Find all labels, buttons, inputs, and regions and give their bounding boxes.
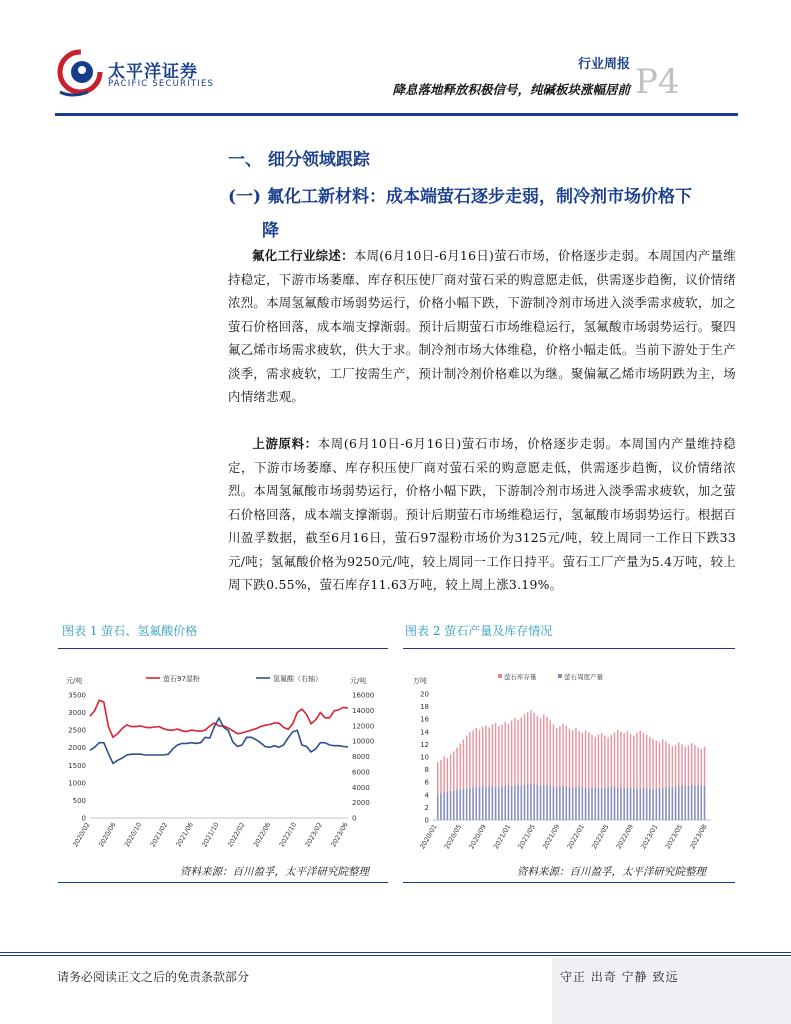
paragraph-lead: 上游原料： xyxy=(252,436,318,451)
chart2-bar xyxy=(524,785,525,820)
chart2-bar xyxy=(627,787,628,820)
chart2-bar xyxy=(437,794,438,820)
chart2-y-tick: 16 xyxy=(420,715,429,724)
footer-motto: 守正 出奇 宁静 致远 xyxy=(560,970,679,984)
paragraph-upstream-materials xyxy=(228,432,736,597)
chart2-bar xyxy=(546,785,547,820)
chart1-right-tick: 6000 xyxy=(352,768,370,777)
chart2-bar xyxy=(659,789,660,821)
chart2-bar xyxy=(527,784,528,820)
chart2-y-tick: 18 xyxy=(420,703,429,712)
chart1-right-tick: 8000 xyxy=(352,753,370,761)
footer-disclaimer: 请务必阅读正文之后的免责条款部分 xyxy=(57,970,250,984)
chart2-x-tick: 2020/01 xyxy=(418,823,439,851)
chart2-bar xyxy=(495,787,496,820)
chart1-x-tick: 2021/10 xyxy=(200,821,221,849)
chart2-bar xyxy=(517,785,518,820)
figure-1-source: 资料来源：百川盈孚，太平洋研究院整理 xyxy=(180,866,369,878)
chart1-x-tick: 2020/10 xyxy=(122,821,144,849)
chart2-y-tick: 4 xyxy=(424,791,429,800)
chart2-bar xyxy=(488,787,489,820)
chart2-y-tick: 0 xyxy=(424,816,429,825)
chart2-bar xyxy=(572,788,573,820)
chart1-left-tick: 2500 xyxy=(68,726,86,735)
chart1-x-tick: 2022/10 xyxy=(277,821,299,849)
chart2-bar xyxy=(498,787,499,820)
chart2-bar xyxy=(685,786,686,820)
chart2-bar xyxy=(604,788,605,820)
chart2-bar xyxy=(620,789,621,821)
chart2-bar xyxy=(566,787,567,820)
chart2-x-tick: 2022/09 xyxy=(614,823,636,851)
chart1-right-tick: 0 xyxy=(352,814,357,823)
chart2-bar xyxy=(611,787,612,820)
chart2-bar xyxy=(479,787,480,820)
figure-2-top-rule xyxy=(403,648,735,649)
chart1-right-unit: 元/吨 xyxy=(350,677,367,685)
chart2-x-tick: 2020/05 xyxy=(442,823,464,851)
chart2-bar xyxy=(607,787,608,820)
chart2-bar xyxy=(492,786,493,820)
chart2-bar xyxy=(443,792,444,820)
chart2-bar xyxy=(656,789,657,820)
chart2-bar xyxy=(704,786,705,820)
chart2-bar xyxy=(562,786,563,820)
chart1-x-tick: 2021/02 xyxy=(148,821,170,849)
header-divider xyxy=(55,113,738,116)
chart2-bar xyxy=(636,789,637,820)
chart2-x-tick: 2021/05 xyxy=(516,823,537,851)
paragraph-lead: 氟化工行业综述： xyxy=(252,248,354,263)
chart2-bar xyxy=(463,789,464,820)
chart2-bar xyxy=(476,787,477,820)
chart2-bar xyxy=(681,785,682,820)
chart2-y-tick: 10 xyxy=(420,753,429,762)
chart2-bar xyxy=(453,791,454,820)
chart2-bar xyxy=(537,785,538,820)
chart2-legend-label: 萤石周度产量 xyxy=(564,673,603,681)
chart2-bar xyxy=(582,787,583,820)
chart-fluorite-hf-price xyxy=(58,650,388,862)
chart2-y-tick: 14 xyxy=(420,728,429,737)
chart1-right-tick: 4000 xyxy=(352,783,370,792)
chart2-bar xyxy=(601,789,602,821)
chart2-x-tick: 2021/09 xyxy=(541,823,562,851)
chart2-bar xyxy=(672,787,673,820)
chart2-legend-swatch xyxy=(498,674,502,678)
chart2-x-tick: 2023/08 xyxy=(688,823,709,851)
chart2-bar xyxy=(649,789,650,820)
chart1-left-tick: 0 xyxy=(81,814,86,823)
chart2-bar xyxy=(665,787,666,820)
subsection-title-line2: 降 xyxy=(262,221,279,241)
chart2-y-tick: 12 xyxy=(420,740,429,749)
chart1-right-tick: 2000 xyxy=(352,799,370,808)
chart2-legend-label: 萤石库存量 xyxy=(504,673,537,681)
chart2-x-tick: 2022/05 xyxy=(590,823,611,851)
chart2-bar xyxy=(469,788,470,820)
chart2-bar xyxy=(652,790,653,820)
chart1-right-tick: 10000 xyxy=(352,737,375,746)
chart2-bar xyxy=(460,790,461,820)
paragraph-text: 本周(6月10日-6月16日)萤石市场，价格逐步走弱。本周国内产量维持稳定，下游市场萎靡、库存积压使厂商对萤石采的购意愿走低，供需逐步趋衡，议价情绪浓烈。本周氢氟酸市场弱势运行，价格小幅下跌，下游制冷剂市场进入淡季需求疲软，加之萤石价格回落，成本端支撑渐弱。预计后期萤石市场维稳运行，氢氟酸市场弱势运行。根据百川盈孚数据，截至6月16日，萤石97湿粉市场价为3125元/吨，较上周同一工作日下跌33元/吨；氢氟酸价格为9250元/吨，较上周同一工作日持平。萤石工厂产量为5.4万吨，较上周下跌0.55%，萤石库存11.63万吨，较上周上涨3.19%。 xyxy=(228,436,736,592)
chart2-bar xyxy=(633,789,634,821)
report-headline: 降息落地释放积极信号，纯碱板块涨幅居前 xyxy=(392,82,630,97)
chart2-y-tick: 6 xyxy=(424,778,429,787)
chart1-legend-label: 氢氟酸（右轴） xyxy=(273,675,322,683)
chart2-bar xyxy=(521,785,522,820)
chart2-bar xyxy=(575,787,576,820)
chart2-bar xyxy=(591,788,592,820)
chart2-bar xyxy=(543,785,544,820)
chart1-x-tick: 2021/06 xyxy=(174,821,195,849)
figure-2-title: 图表 2 萤石产量及库存情况 xyxy=(405,624,553,638)
figure-1-bottom-rule xyxy=(58,882,388,883)
chart2-unit: 万吨 xyxy=(413,677,427,685)
chart2-bar xyxy=(617,788,618,820)
chart2-bar xyxy=(450,791,451,820)
chart2-bar xyxy=(662,788,663,820)
chart1-x-tick: 2023/02 xyxy=(303,821,324,849)
chart2-bar xyxy=(646,789,647,821)
chart1-left-tick: 3500 xyxy=(68,691,86,700)
chart2-bar xyxy=(595,787,596,820)
chart2-bar xyxy=(630,788,631,820)
chart2-y-tick: 8 xyxy=(424,766,429,775)
chart2-bar xyxy=(511,786,512,820)
paragraph-industry-summary xyxy=(228,244,736,409)
chart1-x-tick: 2020/06 xyxy=(97,821,118,849)
chart2-bar xyxy=(623,788,624,820)
chart2-bar xyxy=(472,788,473,820)
company-logo xyxy=(52,40,104,100)
chart2-x-tick: 2023/01 xyxy=(639,823,660,851)
chart2-x-tick: 2022/01 xyxy=(565,823,587,851)
chart1-left-tick: 2000 xyxy=(68,744,86,753)
chart2-bar xyxy=(553,787,554,820)
chart1-legend-label: 萤石97湿粉 xyxy=(163,675,200,683)
section-title: 一、 细分领域跟踪 xyxy=(228,150,370,170)
chart2-bar xyxy=(501,787,502,820)
chart1-left-tick: 1000 xyxy=(68,779,86,788)
chart1-left-tick: 1500 xyxy=(68,761,86,770)
chart2-bar xyxy=(482,787,483,820)
chart2-x-tick: 2023/05 xyxy=(663,823,685,851)
chart1-x-tick: 2023/06 xyxy=(329,821,350,849)
chart2-bar xyxy=(440,793,441,820)
chart2-bar xyxy=(675,787,676,820)
figure-1-top-rule xyxy=(58,648,388,649)
chart2-bar xyxy=(530,783,531,820)
chart2-bar xyxy=(533,784,534,820)
page-number: P4 xyxy=(635,62,680,102)
chart1-left-tick: 500 xyxy=(72,796,86,805)
chart2-bar xyxy=(585,788,586,820)
chart2-bar xyxy=(643,788,644,820)
chart2-bar xyxy=(485,787,486,820)
chart1-right-tick: 12000 xyxy=(352,722,375,731)
chart2-bar xyxy=(701,786,702,820)
chart2-legend-swatch xyxy=(558,674,562,678)
chart2-bar xyxy=(691,785,692,820)
chart2-bar xyxy=(614,787,615,820)
figure-2-bottom-rule xyxy=(403,882,735,883)
report-type: 行业周报 xyxy=(577,57,630,72)
chart2-bar xyxy=(559,787,560,820)
logo-chinese-name: 太平洋证券 xyxy=(108,62,198,82)
chart2-bar xyxy=(514,785,515,820)
chart1-left-unit: 元/吨 xyxy=(66,677,83,685)
chart2-bar xyxy=(550,786,551,820)
footer-divider xyxy=(0,952,791,953)
paragraph-text: 本周(6月10日-6月16日)萤石市场，价格逐步走弱。本周国内产量维持稳定，下游市场萎靡、库存积压使厂商对萤石采的购意愿走低，供需逐步趋衡，议价情绪浓烈。本周氢氟酸市场弱势运行，价格小幅下跌，下游制冷剂市场进入淡季需求疲软，加之萤石价格回落，成本端支撑渐弱。预计后期萤石市场维稳运行，氢氟酸市场弱势运行。聚四氟乙烯市场需求疲软，供大于求。制冷剂市场大体维稳，价格小幅走低。当前下游处于生产淡季，需求疲软，工厂按需生产，预计制冷剂价格难以为继。聚偏氟乙烯市场阴跌为主，场内情绪悲观。 xyxy=(228,248,736,404)
chart2-x-tick: 2020/09 xyxy=(467,823,488,851)
footer-divider-secondary xyxy=(0,955,791,956)
subsection-title-line1: (一) 氟化工新材料：成本端萤石逐步走弱，制冷剂市场价格下 xyxy=(228,187,693,207)
chart2-bar xyxy=(697,786,698,820)
chart1-x-tick: 2022/06 xyxy=(251,821,273,849)
chart2-bar xyxy=(688,785,689,820)
chart2-bar xyxy=(456,790,457,820)
chart2-y-tick: 20 xyxy=(420,690,429,699)
chart2-bar xyxy=(505,786,506,820)
chart-fluorite-output-inventory xyxy=(403,650,735,862)
logo-english-name: PACIFIC SECURITIES xyxy=(108,79,215,89)
chart2-bar xyxy=(598,788,599,820)
chart2-bar xyxy=(678,786,679,820)
chart2-bar xyxy=(588,789,589,821)
chart2-bar xyxy=(668,787,669,820)
chart2-y-tick: 2 xyxy=(424,803,429,812)
chart2-bar xyxy=(578,787,579,820)
chart2-x-tick: 2021/01 xyxy=(491,823,513,851)
chart2-bar xyxy=(540,785,541,820)
subsection-title xyxy=(228,180,728,248)
chart1-left-tick: 3000 xyxy=(68,709,86,718)
chart1-right-tick: 16000 xyxy=(352,691,375,700)
chart2-bar xyxy=(640,789,641,821)
chart1-x-tick: 2020/02 xyxy=(71,821,92,849)
chart1-x-tick: 2022/02 xyxy=(226,821,247,849)
chart2-bar xyxy=(556,787,557,820)
figure-1-title: 图表 1 萤石、氢氟酸价格 xyxy=(62,624,198,638)
chart2-bar xyxy=(447,792,448,820)
chart1-right-tick: 14000 xyxy=(352,706,375,715)
figure-2-source: 资料来源：百川盈孚，太平洋研究院整理 xyxy=(517,866,706,878)
chart2-bar xyxy=(569,787,570,820)
chart2-bar xyxy=(466,789,467,821)
chart2-bar xyxy=(694,785,695,820)
chart2-bar xyxy=(508,785,509,820)
